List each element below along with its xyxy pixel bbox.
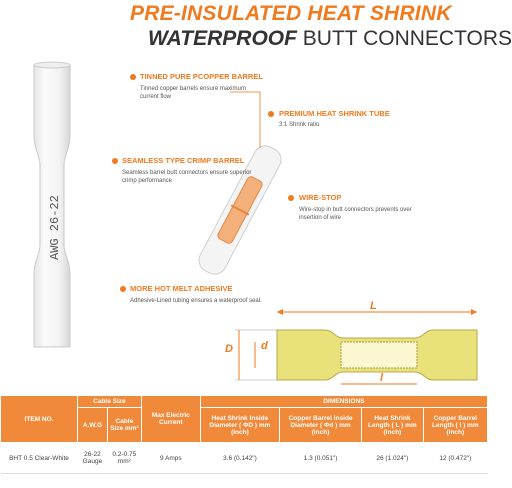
title-line1: PRE-INSULATED HEAT SHRINK (130, 2, 452, 25)
callout-stop-text: Wire-stop in butt connectors prevents over insertion of wire (299, 207, 412, 221)
cell-current: 9 Amps (141, 443, 200, 474)
callout-stop-title: WIRE-STOP (299, 193, 342, 202)
callout-dot (268, 111, 274, 117)
spec-table (0, 395, 488, 474)
callout-dot (130, 74, 136, 80)
product-connector-image (20, 55, 90, 355)
dim-d-label: d (261, 340, 268, 352)
callout-melt-title: MORE HOT MELT ADHESIVE (130, 284, 233, 293)
callout-dot (112, 158, 118, 164)
title-line2 (148, 27, 512, 51)
th-hs-inside: Heat Shrink Inside Diameter ( ΦD ) mm (inch) (200, 408, 279, 443)
cell-cu-length: 12 (0.472") (423, 443, 487, 474)
cell-hs-inside: 3.6 (0.142") (200, 443, 279, 474)
title-line2-rest: BUTT CONNECTORS (296, 27, 512, 50)
cell-item: BHT 0.5 Clear-White (1, 443, 78, 474)
callout-barrel-title: TINNED PURE PCOPPER BARREL (140, 72, 263, 81)
th-item: ITEM NO. (1, 396, 78, 443)
callout-dot (120, 286, 126, 292)
th-cable-size: Cable Size (78, 396, 142, 408)
callout-barrel-line (230, 90, 270, 150)
callout-dot (288, 195, 294, 201)
callout-tube-text: 3:1 Shrink ratio (279, 122, 320, 128)
cell-hs-length: 26 (1.024") (362, 443, 424, 474)
th-cu-length: Copper Barrel Length ( l ) mm (inch) (423, 408, 487, 443)
dim-L-label: L (370, 300, 377, 312)
dim-D-label: D (225, 343, 233, 355)
callout-crimp-title: SEAMLESS TYPE CRIMP BARREL (122, 156, 245, 165)
th-awg: A.W.G (78, 408, 108, 443)
callout-tube-title: PREMIUM HEAT SHRINK TUBE (279, 109, 390, 118)
th-cable-mm: Cable Size mm² (107, 408, 141, 443)
title-line2-bold: WATERPROOF (148, 27, 297, 50)
dimension-diagram (215, 300, 485, 390)
callout-barrel-text: Tinned copper barrels ensure maximum current flow (140, 86, 246, 100)
th-max-current: Max Electric Current (141, 396, 200, 443)
th-hs-length: Heat Shrink Length ( L ) mm (inch) (362, 408, 424, 443)
cell-mm: 0.2-0.75 mm² (107, 443, 141, 474)
cell-awg: 26-22 Gauge (78, 443, 108, 474)
th-cu-inside: Copper Barrel Inside Diameter ( Φd ) mm (inch) (280, 408, 362, 443)
callout-crimp-text: Seamless barrel butt connectors ensure superior crimp performance (122, 170, 252, 184)
callout-melt-text: Adhesive-Lined tubing ensures a waterproof seal. (130, 298, 262, 304)
table-row (1, 443, 488, 474)
awg-print: AWG 26-22 (48, 195, 62, 260)
th-dimensions: DIMENSIONS (200, 396, 487, 408)
dim-l-label: l (380, 372, 384, 384)
cell-cu-inside: 1.3 (0.051") (280, 443, 362, 474)
